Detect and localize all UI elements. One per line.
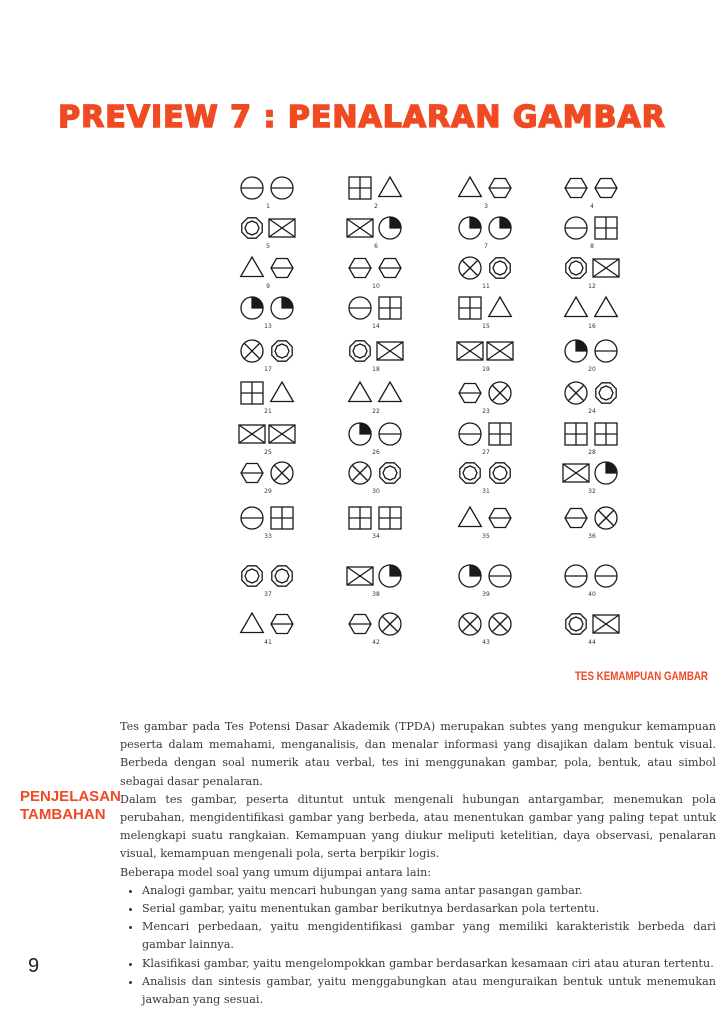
puzzle-number: 15 [482,323,490,330]
puzzle-item [459,257,510,290]
puzzle-item [566,614,619,646]
puzzle-number: 42 [372,639,380,646]
puzzle-item [241,297,293,330]
puzzle-number: 7 [484,243,488,250]
puzzle-item [349,382,402,415]
puzzle-number: 5 [266,243,270,250]
puzzle-number: 35 [482,533,490,540]
puzzle-item [242,218,295,250]
puzzle-item [349,507,401,540]
paragraph: Dalam tes gambar, peserta dituntut untuk mengenali hubungan antargambar, menemukan pola perubahan, mengidentifikasi gambar yang berbeda, atau menentukan gambar yang paling tepat untuk melengkapi suatu rangkaian. Kemampuan yang diukur meliputi ketelitian, daya observasi, penalaran visual, kemampuan mengenali pola, serta berpikir logis. [120,792,716,861]
puzzle-item [349,177,401,210]
puzzle-item [459,177,511,210]
puzzle-number: 1 [266,203,270,210]
puzzle-number: 22 [372,408,380,415]
puzzle-item [459,217,511,250]
puzzle-number: 16 [588,323,596,330]
puzzle-item [349,423,401,456]
puzzle-number: 28 [588,449,596,456]
puzzle-item [565,565,617,598]
puzzle-number: 3 [484,203,488,210]
puzzle-item [565,382,616,415]
puzzle-number: 39 [482,591,490,598]
puzzle-number: 30 [372,488,380,495]
puzzle-item [239,425,295,456]
side-label: PENJELASAN TAMBAHAN [20,788,121,823]
puzzle-item [349,462,400,495]
explanation-body [120,718,716,1009]
puzzle-number: 25 [264,449,272,456]
puzzle-item [460,463,510,495]
puzzle-item [347,217,401,250]
list-item: • Mencari perbedaan, yaitu mengidentifikasi gambar yang memiliki karakteristik berbeda dari gambar lainnya. [142,918,716,954]
paragraph: Beberapa model soal yang umum dijumpai antara lain: [120,865,432,879]
page-number: 9 [28,955,40,977]
puzzle-item [350,341,403,373]
list-item: • Serial gambar, yaitu menentukan gambar berikutnya berdasarkan pola tertentu. [142,900,716,918]
list-item: • Analogi gambar, yaitu mencari hubungan yang sama antar pasangan gambar. [142,882,716,900]
puzzle-item [347,565,401,598]
puzzle-number: 9 [266,283,270,290]
puzzle-item [241,613,293,646]
puzzle-number: 17 [264,366,272,373]
puzzle-number: 26 [372,449,380,456]
puzzle-number: 4 [590,203,594,210]
puzzle-number: 33 [264,533,272,540]
puzzle-item [459,507,511,540]
puzzle-number: 32 [588,488,596,495]
puzzle-item [241,507,293,540]
puzzle-item [241,340,292,373]
puzzle-number: 11 [482,283,490,290]
puzzle-number: 36 [588,533,596,540]
puzzle-item [459,382,511,415]
puzzle-number: 20 [588,366,596,373]
puzzle-item [242,566,292,598]
puzzle-number: 10 [372,283,380,290]
puzzle-item [459,565,511,598]
section-tag: TES KEMAMPUAN GAMBAR [574,671,708,683]
puzzle-number: 44 [588,639,596,646]
puzzle-item [241,382,293,415]
puzzle-item [565,179,617,211]
puzzle-number: 14 [372,323,380,330]
puzzle-item [349,259,401,291]
puzzle-number: 31 [482,488,490,495]
puzzle-item [565,340,617,373]
puzzle-item [241,462,293,495]
puzzle-item [241,257,293,290]
puzzle-item [565,297,618,330]
puzzle-item [565,423,617,456]
puzzle-number: 34 [372,533,380,540]
puzzle-number: 19 [482,366,490,373]
puzzle-number: 43 [482,639,490,646]
puzzle-number: 18 [372,366,380,373]
puzzle-item [563,462,617,495]
puzzle-number: 23 [482,408,490,415]
puzzle-number: 27 [482,449,490,456]
puzzle-item [459,613,511,646]
paragraph: Tes gambar pada Tes Potensi Dasar Akademik (TPDA) merupakan subtes yang mengukur kemampuan peserta dalam memahami, menganalisis, dan menalar informasi yang disajikan dalam bentuk visual. Berbeda dengan soal numerik atau verbal, tes ini menggunakan gambar, pola, bentuk, atau simbol sebagai dasar penalaran. [120,720,716,788]
puzzle-number: 29 [264,488,272,495]
puzzle-number: 38 [372,591,380,598]
puzzle-number: 12 [588,283,596,290]
puzzle-item [459,423,511,456]
puzzle-item [349,613,401,646]
question-model-list [120,882,716,1009]
puzzle-item [459,297,511,330]
puzzle-number: 24 [588,408,596,415]
puzzle-item [457,342,513,373]
puzzle-number: 37 [264,591,272,598]
puzzle-number: 41 [264,639,272,646]
puzzle-item [566,258,619,290]
page-title: PREVIEW 7 : PENALARAN GAMBAR [58,100,666,135]
list-item: • Klasifikasi gambar, yaitu mengelompokkan gambar berdasarkan kesamaan ciri atau aturan tertentu. [142,955,716,973]
puzzle-item [241,177,293,210]
figure-reasoning-puzzle-grid [232,168,668,668]
puzzle-item [349,297,401,330]
puzzle-item [565,217,617,250]
puzzle-number: 8 [590,243,594,250]
list-item: • Analisis dan sintesis gambar, yaitu menggabungkan atau menguraikan bentuk untuk menemukan jawaban yang sesuai. [142,973,716,1009]
puzzle-number: 6 [374,243,378,250]
puzzle-number: 13 [264,323,272,330]
puzzle-item [565,507,617,540]
puzzle-number: 21 [264,408,272,415]
puzzle-number: 40 [588,591,596,598]
puzzle-number: 2 [374,203,378,210]
